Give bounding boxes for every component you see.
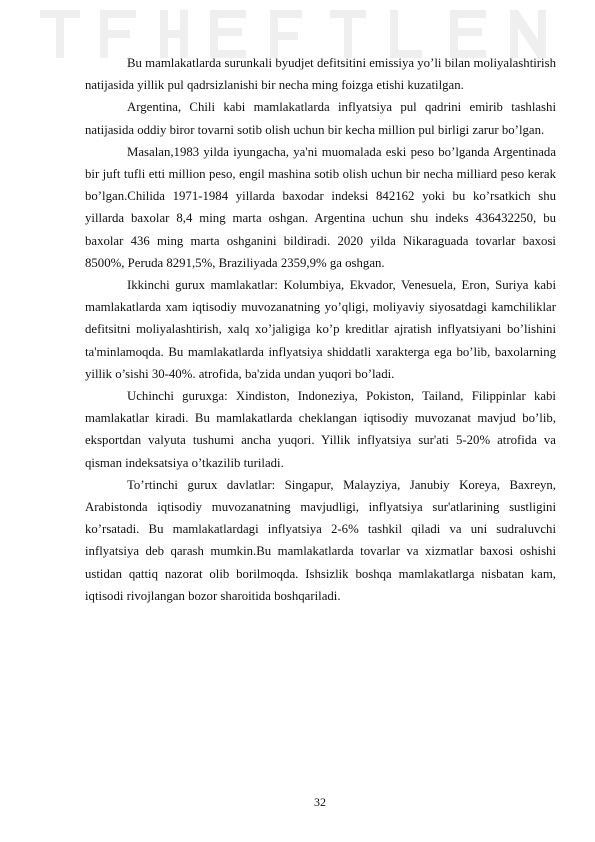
paragraph-second-group: Ikkinchi gurux mamlakatlar: Kolumbiya, Ekvador, Venesuela, Eron, Suriya kabi mamlakatlarda xam iqtisodiy muvozanatning yo’qligi, moliyaviy siyosatdagi kamchiliklar defitsitni moliyalashtirish, xalq xo’jaligiga ko’p kreditlar ajratish inflyatsiyani bo’lishini ta'minlamoqda. Bu mamlakatlarda inflyatsiya shiddatli xarakterga ega bo’lib, baxolarning yillik o’sishi 30-40%. atrofida, ba'zida undan yuqori bo’ladi. xyxy=(85,278,556,381)
paragraph-third-group: Uchinchi guruxga: Xindiston, Indoneziya, Pokiston, Tailand, Filippinlar kabi mamlakatlar kiradi. Bu mamlakatlarda cheklangan iqtisodiy muvozanat mavjud bo’lib, eksportdan valyuta tushumi ancha yuqori. Yillik inflyatsiya sur'ati 5-20% atrofida va qisman indeksatsiya o’tkazilib turiladi. xyxy=(85,389,556,470)
document-body xyxy=(85,52,556,607)
paragraph-fourth-group: To’rtinchi gurux davlatlar: Singapur, Malayziya, Janubiy Koreya, Baxreyn, Arabistonda iqtisodiy muvozanatning mavjudligi, inflyatsiya sur'atlarining sustligini ko’rsatadi. Bu mamlakatlardagi inflyatsiya 2-6% tashkil qiladi va uni sudraluvchi inflyatsiya deb qarash mumkin.Bu mamlakatlarda tovarlar va xizmatlar baxosi oshishi ustidan qattiq nazorat olib borilmoqda. Ishsizlik boshqa mamlakatlarga nisbatan kam, iqtisodi rivojlangan bozor sharoitida boshqariladi. xyxy=(85,477,556,603)
paragraph-price-index-examples: Masalan,1983 yilda iyungacha, ya'ni muomalada eski peso bo’lganda Argentinada bir juft tufli etti million peso, engil mashina sotib olish uchun bir necha milliard peso kerak bo’lgan.Chilida 1971-1984 yillarda baxodar indeksi 842162 yoki bu ko’rsatkich shu yillarda baxolar 8,4 ming marta oshgan. Argentina uchun shu indeks 436432250, bu baxolar 436 ming marta oshganini bildiradi. 2020 yilda Nikaraguada tovarlar baxosi 8500%, Peruda 8291,5%, Braziliyada 2359,9% ga oshgan. xyxy=(85,144,556,270)
page-number: 32 xyxy=(314,795,326,809)
paragraph-budget-deficit: Bu mamlakatlarda surunkali byudjet defitsitini emissiya yo’li bilan moliyalashtirish natijasida yillik pul qadrsizlanishi bir necha ming foizga etishi kuzatilgan. xyxy=(85,56,556,93)
paragraph-argentina-chile: Argentina, Chili kabi mamlakatlarda inflyatsiya pul qadrini emirib tashlashi natijasida oddiy biror tovarni sotib olish uchun bir kecha million pul birligi zarur bo’lgan. xyxy=(85,100,556,137)
